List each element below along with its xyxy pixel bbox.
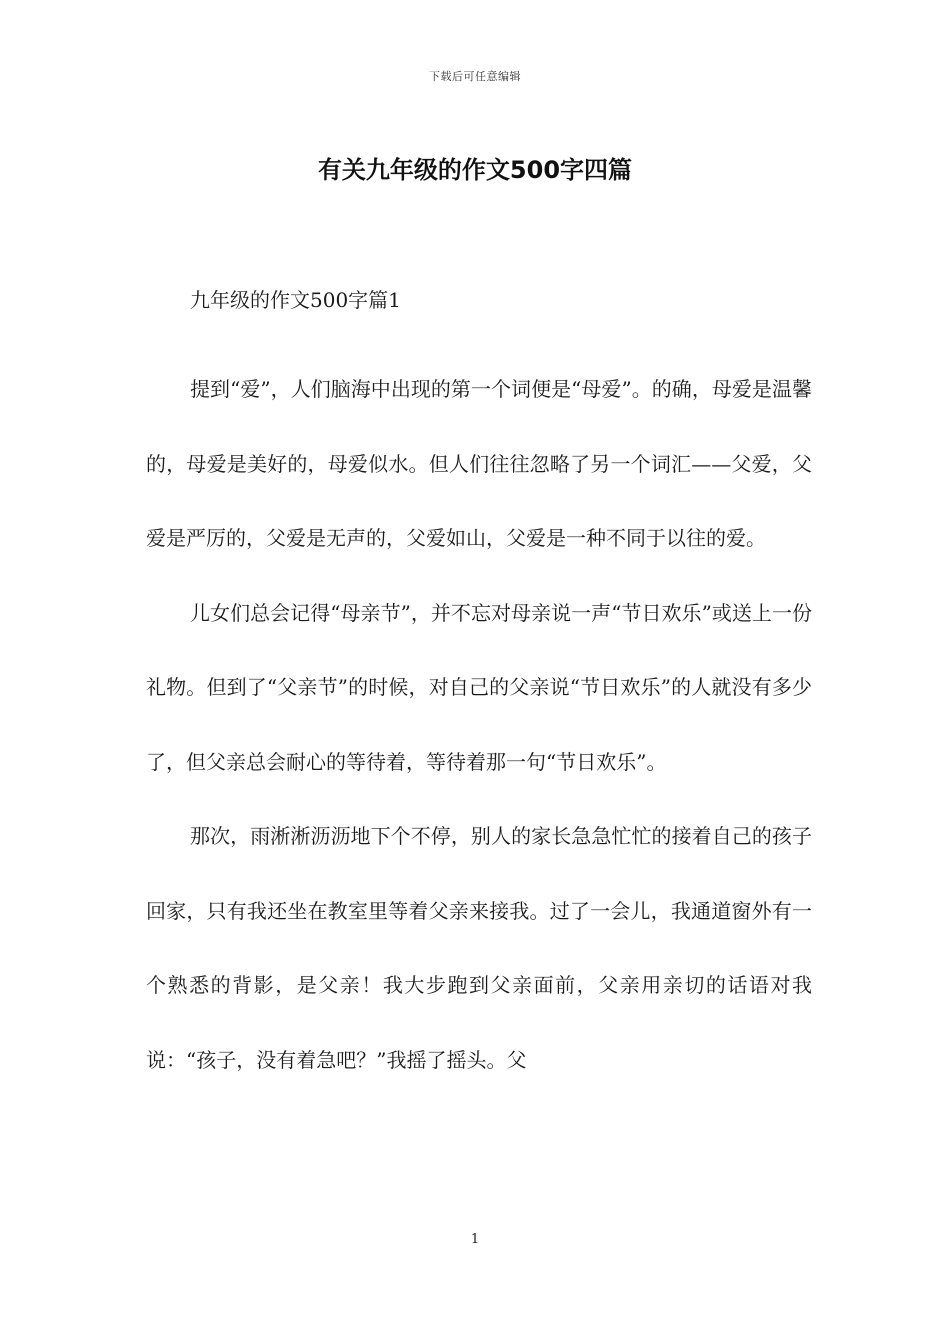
document-title: 有关九年级的作文500字四篇: [317, 156, 633, 184]
document-body: [146, 278, 812, 1097]
paragraph-1: 提到“爱”，人们脑海中出现的第一个词便是“母爱”。的确，母爱是温馨的，母爱是美好的，母爱似水。但人们往往忽略了另一个词汇——父爱，父爱是严厉的，父爱是无声的，父爱如山，父爱是一种不同于以往的爱。: [146, 377, 812, 550]
paragraph-2: 儿女们总会记得“母亲节”，并不忘对母亲说一声“节日欢乐”或送上一份礼物。但到了“父亲节”的时候，对自己的父亲说“节日欢乐”的人就没有多少了，但父亲总会耐心的等待着，等待着那一句“节日欢乐”。: [146, 600, 812, 774]
page-number: 1: [470, 1232, 480, 1247]
header-note: 下载后可任意编辑: [429, 70, 521, 83]
section-heading: 九年级的作文500字篇1: [190, 288, 401, 312]
paragraph-3: 那次，雨淅淅沥沥地下个不停，别人的家长急急忙忙的接着自己的孩子回家，只有我还坐在教室里等着父亲来接我。过了一会儿，我通道窗外有一个熟悉的背影，是父亲！我大步跑到父亲面前，父亲用亲切的话语对我说：“孩子，没有着急吧？”我摇了摇头。父: [146, 824, 812, 1072]
